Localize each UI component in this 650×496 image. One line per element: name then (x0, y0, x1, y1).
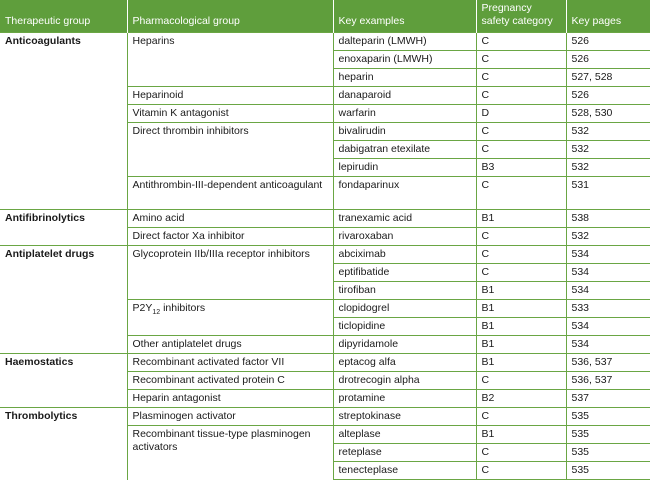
pharm-heparin-antagonist: Heparin antagonist (127, 390, 333, 408)
pharm-vitamin-k: Vitamin K antagonist (127, 105, 333, 123)
p2y-label: P2Y (132, 302, 153, 314)
drug-cell: streptokinase (333, 408, 476, 426)
category-cell: B1 (476, 282, 566, 300)
drug-cell: reteplase (333, 444, 476, 462)
pages-cell: 534 (566, 282, 650, 300)
category-cell: B1 (476, 318, 566, 336)
drug-cell: dipyridamole (333, 336, 476, 354)
group-antiplatelet: Antiplatelet drugs (0, 246, 127, 354)
group-anticoagulants: Anticoagulants (0, 33, 127, 210)
drug-cell: heparin (333, 69, 476, 87)
pages-cell: 538 (566, 210, 650, 228)
drug-cell: ticlopidine (333, 318, 476, 336)
category-cell: B1 (476, 354, 566, 372)
category-cell: C (476, 246, 566, 264)
category-cell: C (476, 444, 566, 462)
table-row (0, 210, 650, 228)
drug-cell: clopidogrel (333, 300, 476, 318)
table-row (0, 33, 650, 51)
pharm-factor-xa: Direct factor Xa inhibitor (127, 228, 333, 246)
pages-cell: 534 (566, 336, 650, 354)
drug-cell: warfarin (333, 105, 476, 123)
category-cell: C (476, 51, 566, 69)
category-cell: B1 (476, 336, 566, 354)
drug-cell: rivaroxaban (333, 228, 476, 246)
pharm-amino-acid: Amino acid (127, 210, 333, 228)
pharm-glycoprotein: Glycoprotein IIb/IIIa receptor inhibitors (127, 246, 333, 300)
pages-cell: 535 (566, 408, 650, 426)
pages-cell: 528, 530 (566, 105, 650, 123)
pages-cell: 531 (566, 177, 650, 210)
header-key-examples: Key examples (333, 0, 476, 33)
category-cell: B1 (476, 300, 566, 318)
category-cell: C (476, 408, 566, 426)
header-key-pages: Key pages (566, 0, 650, 33)
header-therapeutic-group: Therapeutic group (0, 0, 127, 33)
drug-cell: eptacog alfa (333, 354, 476, 372)
drug-cell: protamine (333, 390, 476, 408)
drug-cell: tenecteplase (333, 462, 476, 480)
pharm-other-antiplatelet: Other antiplatelet drugs (127, 336, 333, 354)
drug-cell: eptifibatide (333, 264, 476, 282)
pharm-protein-c: Recombinant activated protein C (127, 372, 333, 390)
table-row (0, 408, 650, 426)
drug-cell: dabigatran etexilate (333, 141, 476, 159)
drug-cell: bivalirudin (333, 123, 476, 141)
pages-cell: 536, 537 (566, 372, 650, 390)
drug-cell: enoxaparin (LMWH) (333, 51, 476, 69)
category-cell: C (476, 177, 566, 210)
pharm-antithrombin: Antithrombin-III-dependent anticoagulant (127, 177, 333, 210)
pages-cell: 533 (566, 300, 650, 318)
pharm-heparinoid: Heparinoid (127, 87, 333, 105)
category-cell: C (476, 228, 566, 246)
category-cell: B1 (476, 426, 566, 444)
pages-cell: 532 (566, 141, 650, 159)
p2y-subscript: 12 (152, 309, 161, 317)
group-haemostatics: Haemostatics (0, 354, 127, 408)
group-antifibrinolytics: Antifibrinolytics (0, 210, 127, 246)
category-cell: C (476, 123, 566, 141)
pharm-p2y12 (127, 300, 333, 336)
pharm-plasminogen: Plasminogen activator (127, 408, 333, 426)
category-cell: B1 (476, 210, 566, 228)
header-row (0, 0, 650, 33)
pages-cell: 535 (566, 444, 650, 462)
drug-cell: alteplase (333, 426, 476, 444)
drug-cell: tirofiban (333, 282, 476, 300)
pharm-direct-thrombin: Direct thrombin inhibitors (127, 123, 333, 177)
pages-cell: 534 (566, 246, 650, 264)
drug-cell: dalteparin (LMWH) (333, 33, 476, 51)
category-cell: B2 (476, 390, 566, 408)
pages-cell: 534 (566, 264, 650, 282)
pages-cell: 534 (566, 318, 650, 336)
category-cell: C (476, 33, 566, 51)
drug-cell: lepirudin (333, 159, 476, 177)
category-cell: C (476, 462, 566, 480)
table-row (0, 246, 650, 264)
pages-cell: 536, 537 (566, 354, 650, 372)
pages-cell: 532 (566, 228, 650, 246)
drug-cell: drotrecogin alpha (333, 372, 476, 390)
pages-cell: 532 (566, 159, 650, 177)
pharm-tpa: Recombinant tissue-type plasminogen activators (127, 426, 333, 480)
pages-cell: 535 (566, 426, 650, 444)
category-cell: C (476, 264, 566, 282)
group-thrombolytics: Thrombolytics (0, 408, 127, 480)
pharm-factor-vii: Recombinant activated factor VII (127, 354, 333, 372)
pages-cell: 526 (566, 87, 650, 105)
pharm-heparins: Heparins (127, 33, 333, 87)
category-cell: C (476, 372, 566, 390)
table-row (0, 354, 650, 372)
category-cell: C (476, 87, 566, 105)
drug-cell: tranexamic acid (333, 210, 476, 228)
category-cell: B3 (476, 159, 566, 177)
category-cell: C (476, 69, 566, 87)
header-pharmacological-group: Pharmacological group (127, 0, 333, 33)
p2y-label-rest: inhibitors (160, 302, 206, 314)
pages-cell: 537 (566, 390, 650, 408)
category-cell: C (476, 141, 566, 159)
header-pregnancy-category: Pregnancy safety category (476, 0, 566, 33)
pages-cell: 532 (566, 123, 650, 141)
drug-cell: danaparoid (333, 87, 476, 105)
pages-cell: 526 (566, 51, 650, 69)
pages-cell: 526 (566, 33, 650, 51)
pages-cell: 535 (566, 462, 650, 480)
category-cell: D (476, 105, 566, 123)
pages-cell: 527, 528 (566, 69, 650, 87)
drug-cell: fondaparinux (333, 177, 476, 210)
drug-cell: abciximab (333, 246, 476, 264)
